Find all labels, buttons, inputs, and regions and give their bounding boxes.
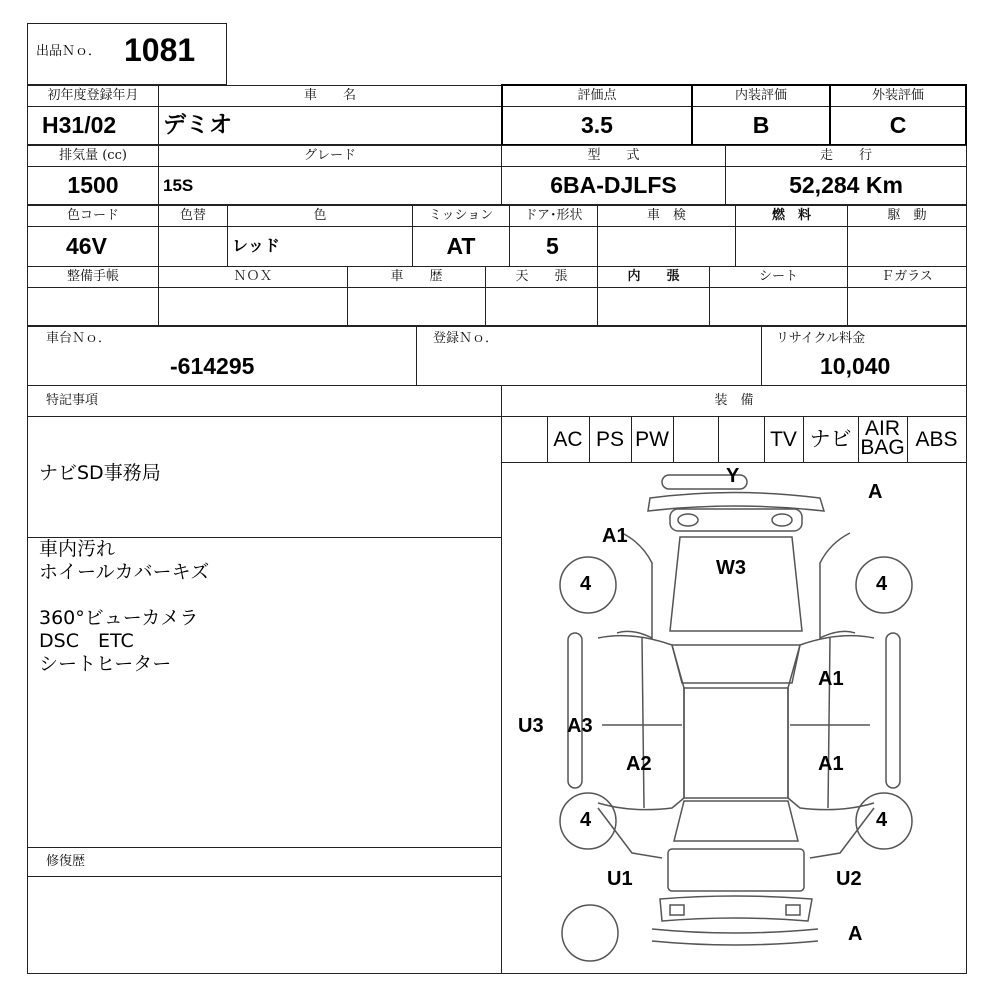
fuel-label: 燃 料 — [736, 206, 847, 227]
model-label: 型 式 — [502, 146, 725, 167]
nox-label: ＮＯＸ — [159, 267, 347, 288]
mark-rear-left-quarter: U1 — [607, 868, 633, 890]
repair-history-label: 修復歴 — [46, 854, 86, 869]
mark-right-rear-door: A1 — [818, 753, 844, 775]
color-change-label: 色替 — [159, 206, 227, 227]
color-label: 色 — [228, 206, 412, 227]
repair-history-area — [27, 876, 502, 974]
grade-label: グレード — [159, 146, 501, 167]
door-label: ドア･形状 — [510, 206, 597, 227]
color-code-label: 色コード — [28, 206, 158, 227]
remarks-area-2 — [27, 537, 502, 848]
equip-tv: TV — [764, 417, 804, 463]
color-code-value: 46V — [66, 233, 107, 259]
grade-value: 15S — [163, 176, 194, 195]
mission-value: AT — [446, 233, 476, 259]
car-name-value: デミオ — [163, 112, 232, 138]
recycle-fee-value: 10,040 — [820, 353, 891, 379]
displacement-label: 排気量 (cc) — [28, 146, 158, 167]
color-change-cell — [158, 205, 228, 267]
equip-pw: PW — [631, 417, 674, 463]
model-value: 6BA-DJLFS — [550, 172, 677, 198]
first-registration-value: H31/02 — [42, 112, 117, 138]
color-cell — [227, 205, 413, 267]
lot-number-label: 出品Ｎｏ． — [36, 44, 102, 59]
door-cell — [509, 205, 598, 267]
interior-cell — [691, 84, 831, 146]
car-name-cell — [158, 85, 502, 145]
drive-cell — [847, 205, 967, 267]
chassis-label: 車台Ｎｏ． — [46, 331, 112, 346]
mark-rear-right-quarter: U2 — [836, 868, 862, 890]
registration-cell — [416, 326, 762, 386]
registration-label: 登録Ｎｏ． — [433, 331, 499, 346]
fuel-cell — [735, 205, 848, 267]
remark-details: 車内汚れ ホイールカバーキズ 360°ビューカメラ DSC ETC シートヒーター — [39, 538, 210, 675]
equipment-row — [501, 416, 967, 463]
displacement-cell — [27, 145, 159, 205]
score-cell — [501, 84, 693, 146]
front-glass-cell — [847, 266, 967, 326]
interior-label: 内装評価 — [693, 86, 829, 107]
roof-lining-label: 天 張 — [486, 267, 597, 288]
seat-label: シート — [710, 267, 847, 288]
exterior-cell — [829, 84, 967, 146]
first-registration-cell — [27, 85, 159, 145]
repair-history-header — [27, 847, 502, 877]
interior-value: B — [752, 112, 770, 138]
equip-ac: AC — [547, 417, 590, 463]
color-code-cell — [27, 205, 159, 267]
mileage-cell — [725, 145, 967, 205]
front-glass-label: Ｆガラス — [848, 267, 966, 288]
model-cell — [501, 145, 726, 205]
mark-left-rear-door: A2 — [626, 753, 652, 775]
equip-airbag: AIR BAG — [858, 417, 908, 463]
remark-navi: ナビSD事務局 — [39, 462, 161, 484]
mark-front-right-corner: A — [868, 481, 883, 503]
inspection-label: 車 検 — [598, 206, 735, 227]
mark-front-left-fender: A1 — [602, 525, 628, 547]
mission-label: ミッション — [413, 206, 509, 227]
equipment-header — [501, 385, 967, 417]
mark-front-left-wheel: 4 — [580, 573, 592, 595]
equip-blank-3 — [718, 417, 765, 463]
service-book-cell — [27, 266, 159, 326]
remarks-label: 特記事項 — [46, 393, 99, 408]
service-book-label: 整備手帳 — [28, 267, 158, 288]
lot-number: 1081 — [124, 32, 196, 68]
mission-cell — [412, 205, 510, 267]
inner-lining-cell — [597, 266, 710, 326]
inspection-cell — [597, 205, 736, 267]
mark-right-front-door: A1 — [818, 668, 844, 690]
exterior-label: 外装評価 — [831, 86, 965, 107]
door-value: 5 — [546, 233, 559, 259]
mark-front-right-wheel: 4 — [876, 573, 888, 595]
displacement-value: 1500 — [67, 172, 119, 198]
remarks-area-1 — [27, 416, 502, 538]
mark-windshield: W3 — [716, 557, 746, 579]
roof-lining-cell — [485, 266, 598, 326]
mark-rear-right-wheel: 4 — [876, 809, 888, 831]
car-history-label: 車 歴 — [348, 267, 485, 288]
first-registration-label: 初年度登録年月 — [28, 86, 158, 107]
equip-ps: PS — [589, 417, 632, 463]
equip-blank-1 — [502, 417, 548, 463]
nox-cell — [158, 266, 348, 326]
recycle-fee-cell — [761, 326, 967, 386]
recycle-fee-label: リサイクル料金 — [776, 331, 866, 346]
chassis-value: -614295 — [170, 353, 255, 379]
score-value: 3.5 — [581, 112, 613, 138]
equipment-label: 装 備 — [714, 393, 754, 408]
car-name-label: 車 名 — [159, 86, 501, 107]
exterior-value: C — [889, 112, 907, 138]
inner-lining-label: 内 張 — [598, 267, 709, 288]
equip-blank-2 — [673, 417, 719, 463]
lot-number-box — [27, 23, 227, 85]
mark-left-skirt: U3 — [518, 715, 544, 737]
mark-rear-left-wheel: 4 — [580, 809, 592, 831]
color-value: レッド — [232, 236, 280, 255]
mark-rear-right-corner: A — [848, 923, 863, 945]
score-label: 評価点 — [503, 86, 691, 107]
seat-cell — [709, 266, 848, 326]
damage-diagram — [501, 462, 967, 974]
remarks-header — [27, 385, 502, 417]
mark-left-front-door: A3 — [567, 715, 593, 737]
car-history-cell — [347, 266, 486, 326]
mileage-value: 52,284 Km — [789, 172, 903, 198]
chassis-cell — [27, 326, 417, 386]
grade-cell — [158, 145, 502, 205]
mark-front-bumper: Y — [726, 465, 740, 487]
mileage-label: 走 行 — [726, 146, 966, 167]
drive-label: 駆 動 — [848, 206, 966, 227]
equip-navi: ナビ — [803, 417, 859, 463]
equip-abs: ABS — [915, 428, 958, 451]
